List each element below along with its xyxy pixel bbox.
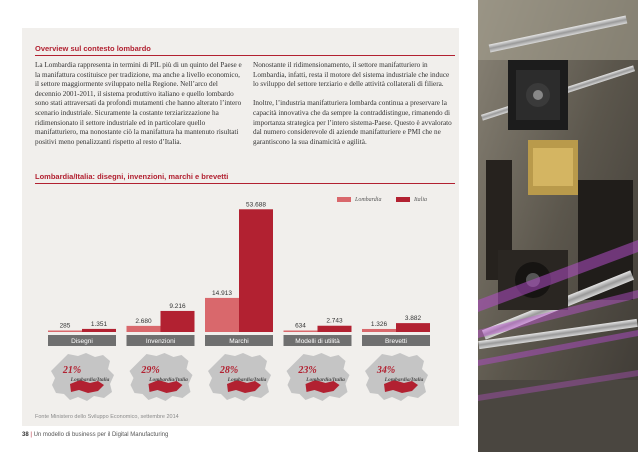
bar-italia-2: [239, 209, 273, 332]
category-label: Marchi: [229, 338, 249, 345]
paragraph: Inoltre, l’industria manifatturiera lombarda continua a preservare la capacità innovativa che da sempre la contraddistingue, rimanendo di importanza strategica per l’intero sistema-Paese. Questo è avvalorato dal numero considerevole di aziende manifatturiere e PMI che ne garantiscono la sua dinamicità e agilità.: [253, 99, 452, 146]
data-label: 1.351: [90, 320, 108, 328]
section-rule: [35, 55, 455, 56]
ratio-percent: 34%: [376, 365, 396, 376]
page-footer: [22, 432, 168, 438]
category-label: Brevetti: [384, 338, 408, 345]
ratio-percent: 29%: [141, 365, 160, 376]
legend-label: Italia: [414, 197, 427, 203]
ratio-percent: 21%: [62, 365, 82, 376]
ratio-caption: Lombardia/Italia: [384, 377, 424, 383]
category-label: Modelli di utilità: [295, 338, 340, 345]
printer-image: [478, 0, 638, 452]
ratio-percent: 28%: [219, 365, 239, 376]
ratio-caption: Lombardia/Italia: [227, 377, 267, 383]
ratio-caption: Lombardia/Italia: [70, 377, 110, 383]
footer-text: Un modello di business per il Digital Manufacturing: [33, 432, 169, 438]
page-number: 38: [22, 432, 29, 438]
footer-separator: |: [30, 432, 32, 438]
section-rule: [35, 183, 455, 184]
category-label: Disegni: [71, 338, 93, 345]
bar-lombardia-3: [284, 331, 318, 333]
legend-label: Lombardia: [355, 197, 382, 203]
data-label: 2.743: [326, 317, 343, 325]
data-label: 2.680: [135, 317, 152, 325]
bar-lombardia-4: [362, 329, 396, 332]
data-label: 53.688: [246, 201, 266, 209]
ratio-caption: Lombardia/Italia: [306, 377, 345, 383]
3d-printer-photo: [478, 0, 638, 452]
data-label: 285: [59, 322, 71, 330]
ratio-percent: 23%: [298, 365, 317, 376]
bar-chart: [22, 190, 459, 420]
bar-lombardia-2: [205, 298, 239, 332]
data-label: 9.216: [169, 302, 186, 310]
bar-lombardia-1: [127, 326, 161, 332]
data-label: 1.326: [370, 320, 388, 328]
bar-italia-1: [161, 311, 195, 332]
bar-italia-0: [82, 329, 116, 332]
bar-lombardia-0: [48, 331, 82, 333]
ratio-caption: Lombardia/Italia: [149, 377, 188, 383]
data-label: 14.913: [212, 289, 232, 297]
section-title-chart: Lombardia/Italia: disegni, invenzioni, marchi e brevetti: [35, 172, 229, 181]
text-column-right: [253, 61, 453, 157]
section-title-overview: Overview sul contesto lombardo: [35, 44, 151, 53]
bar-italia-3: [318, 326, 352, 332]
paragraph: La Lombardia rappresenta in termini di PIL più di un quinto del Paese e la manifattura costituisce per tradizione, ma anche a livello economico, il settore maggiormente sviluppato nella Regione. Nell’arco del decennio 2001-2011, il sistema produttivo italiano e quello lombardo sono stati attraversati da profondi mutamenti che hanno alterato l’intero scenario industriale. Sicuramente la costante terziarizzazione ha ridimensionato il settore industriale ed in particolare quello manifatturiero, ma nonostante ciò la manifattura ha mantenuto risultati positivi meno penalizzanti rispetto al resto d’Italia.: [35, 61, 242, 146]
paragraph: Nonostante il ridimensionamento, il settore manifatturiero in Lombardia, infatti, resta il motore del sistema industriale che induce lo sviluppo del settore terziario e delle attività collaterali di filiera.: [253, 61, 450, 89]
data-label: 3.882: [404, 315, 422, 323]
text-column-left: [35, 61, 245, 157]
data-label: 634: [295, 322, 306, 330]
bar-italia-4: [396, 323, 430, 332]
source-note: Fonte Ministero dello Sviluppo Economico, settembre 2014: [35, 414, 179, 420]
category-label: Invenzioni: [145, 338, 176, 345]
